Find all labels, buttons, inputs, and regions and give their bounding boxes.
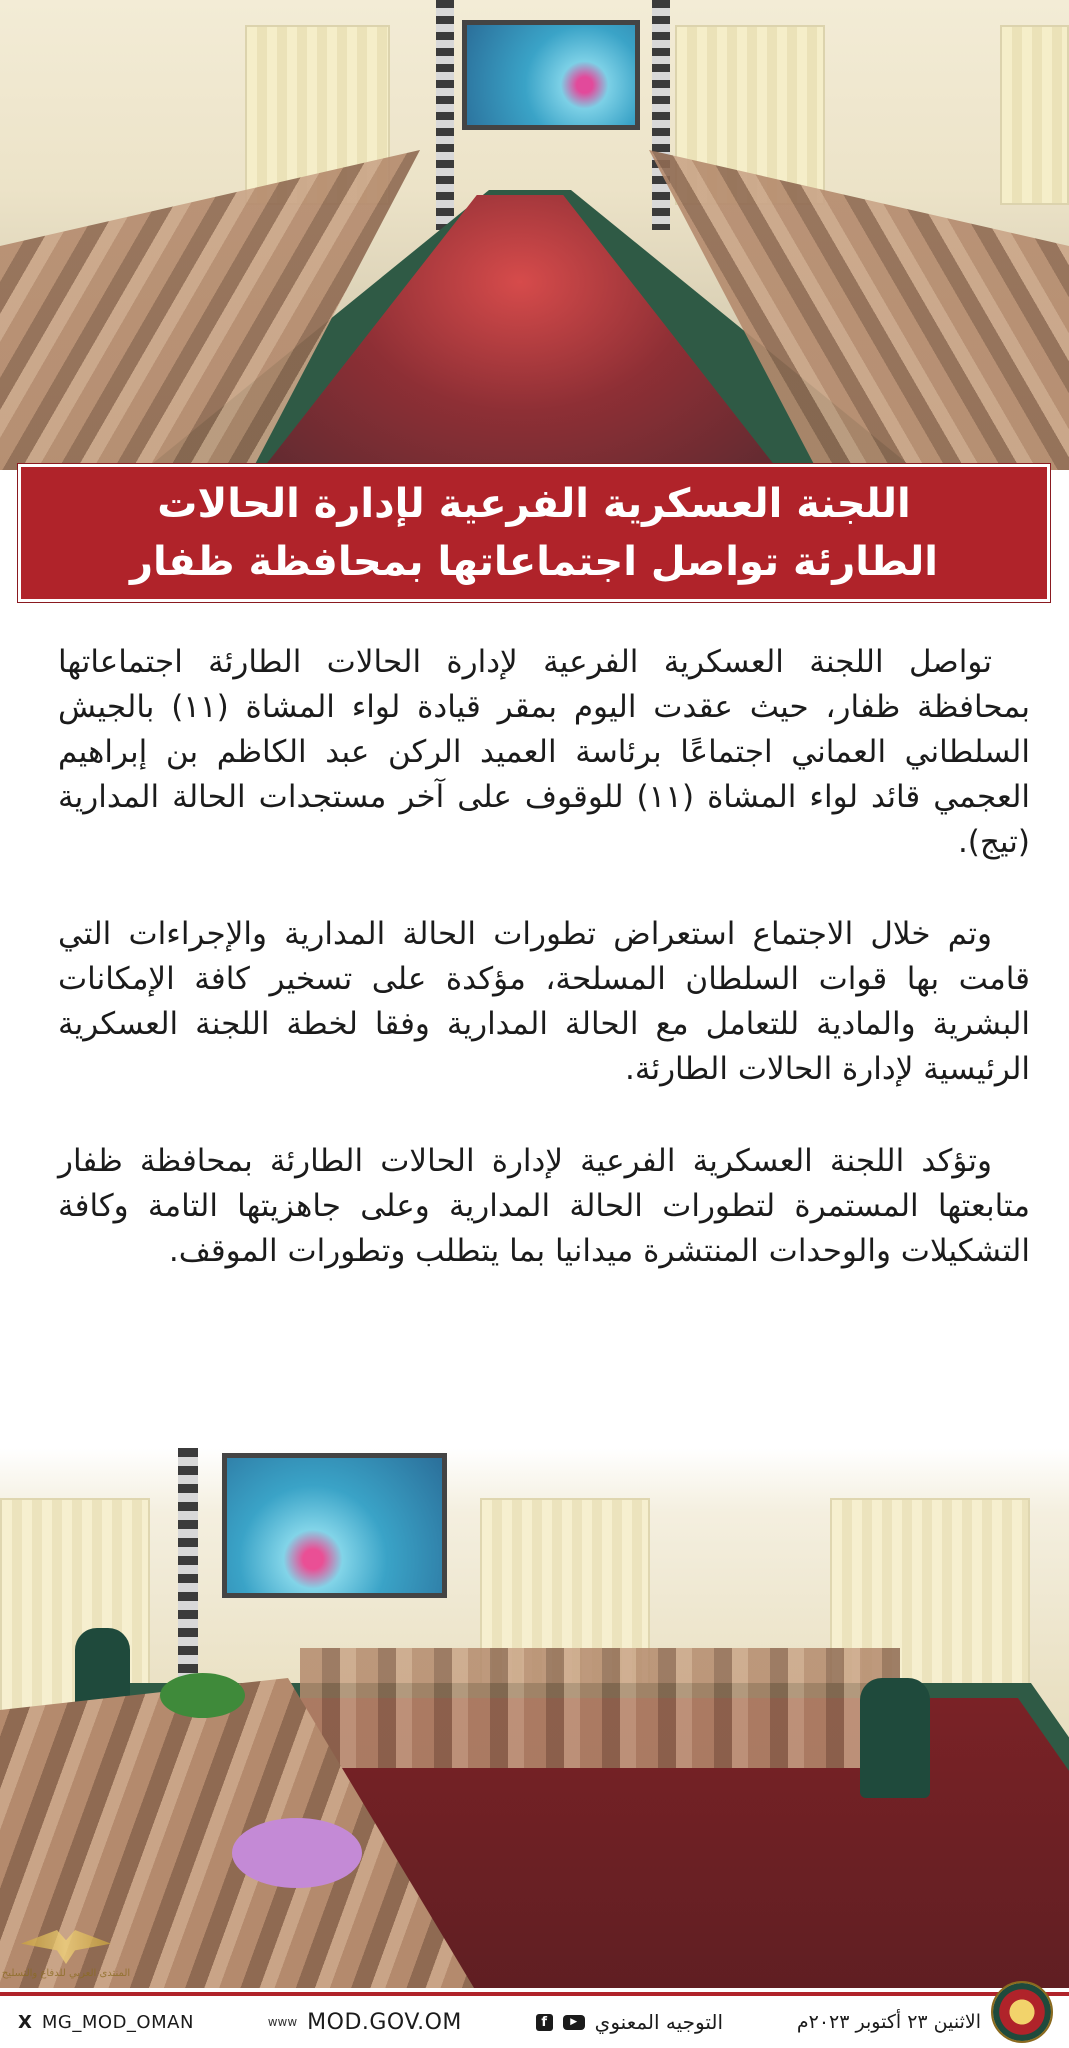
department-name: التوجيه المعنوي [594, 2010, 724, 2034]
footer-website[interactable] [268, 2010, 462, 2035]
watermark-text: المنتدى العربي للدفاع والتسليح [1, 1968, 131, 1979]
facebook-icon[interactable]: f [536, 2014, 553, 2031]
footer-bar [0, 1992, 1069, 2048]
youtube-icon[interactable]: ▶ [563, 2015, 585, 2030]
forum-watermark [1, 1930, 131, 1990]
weather-map-screen-2 [222, 1453, 447, 1598]
article-paragraph-1: تواصل اللجنة العسكرية الفرعية لإدارة الحالات الطارئة اجتماعاتها بمحافظة ظفار، حيث عقدت اليوم بمقر قيادة لواء المشاة (١١) بالجيش السلطاني العماني اجتماعًا برئاسة العميد الركن عبد الكاظم بن إبراهيم العجمي قائد لواء المشاة (١١) للوقوف على آخر مستجدات الحالة المدارية (تيج). [58, 644, 1030, 860]
website-link[interactable]: MOD.GOV.OM [307, 2009, 462, 2035]
publish-date: الاثنين ٢٣ أكتوبر ٢٠٢٣م [796, 2011, 981, 2033]
headline-line-1: اللجنة العسكرية الفرعية لإدارة الحالات [157, 481, 911, 527]
top-meeting-photo [0, 0, 1069, 470]
bottom-meeting-photo [0, 1448, 1069, 1988]
www-label: www [267, 2015, 298, 2029]
x-logo-icon: X [18, 2011, 32, 2033]
article-body [58, 640, 1030, 1321]
headline-line-2: الطارئة تواصل اجتماعاتها بمحافظة ظفار [130, 539, 938, 585]
footer-social[interactable] [18, 2012, 194, 2033]
mod-emblem-icon [991, 1981, 1053, 2043]
weather-map-screen [462, 20, 640, 130]
article-paragraph-3: وتؤكد اللجنة العسكرية الفرعية لإدارة الحالات الطارئة بمحافظة ظفار متابعتها المستمرة لتطورات الحالة المدارية وعلى جاهزيتها التامة وكافة التشكيلات والوحدات المنتشرة ميدانيا بما يتطلب وتطورات الموقف. [58, 1143, 1030, 1269]
article-paragraph-2: وتم خلال الاجتماع استعراض تطورات الحالة المدارية والإجراءات التي قامت بها قوات السلطان المسلحة، مؤكدة على تسخير كافة الإمكانات البشرية والمادية للتعامل مع الحالة المدارية وفقا لخطة اللجنة العسكرية الرئيسية لإدارة الحالات الطارئة. [58, 916, 1030, 1087]
footer-department [536, 2010, 723, 2034]
headline-banner [18, 464, 1050, 602]
footer-date-group [797, 2001, 1053, 2043]
wings-logo-icon [21, 1930, 111, 1964]
social-handle[interactable]: MG_MOD_OMAN [41, 2011, 194, 2033]
